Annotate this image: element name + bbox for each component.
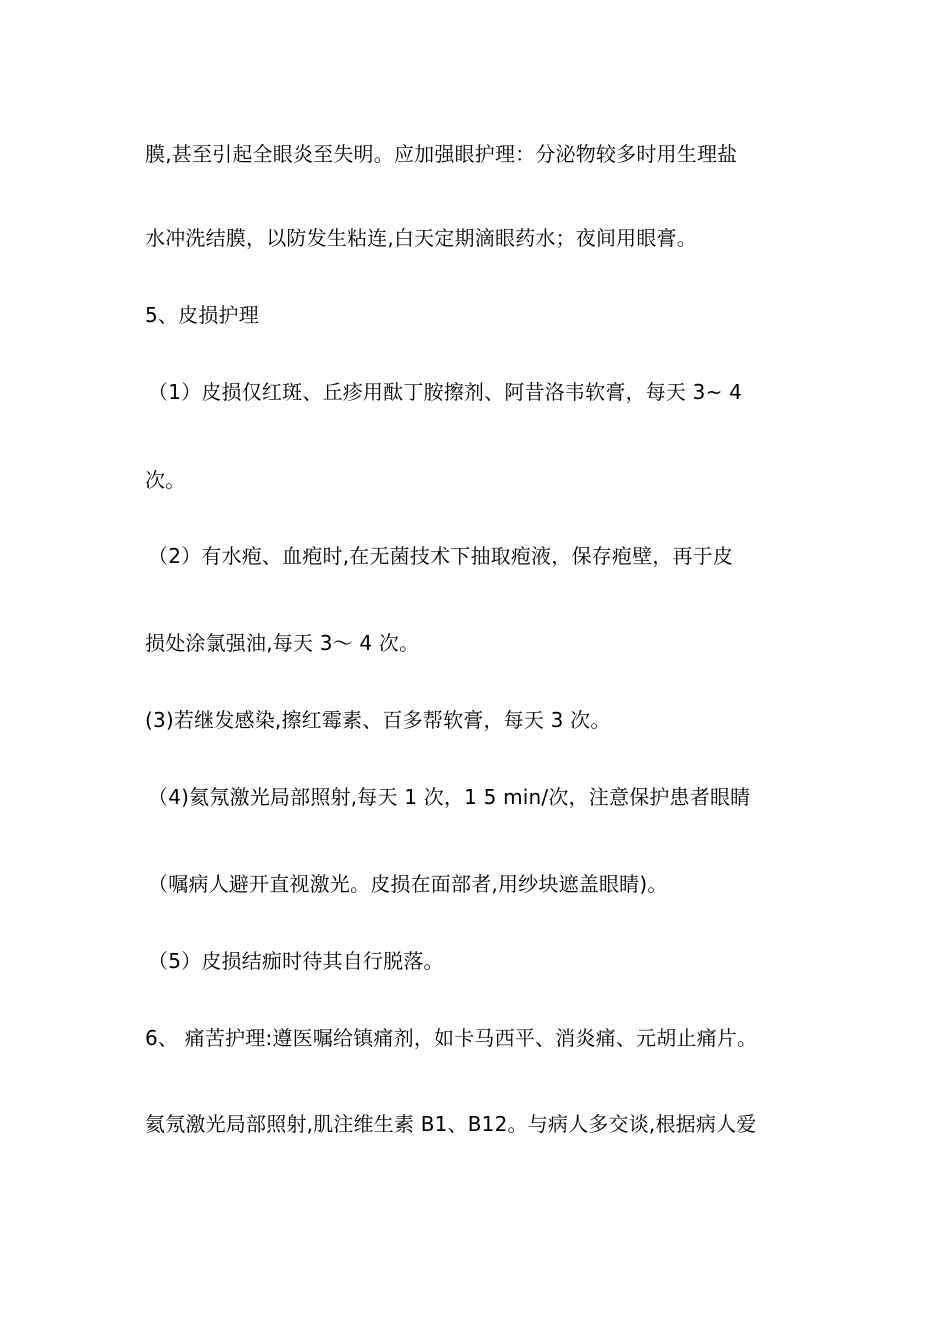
text-line: （1）皮损仅红斑、丘疹用酞丁胺擦剂、阿昔洛韦软膏，每天 3~ 4 [148,380,743,404]
text-line: 膜,甚至引起全眼炎至失明。应加强眼护理：分泌物较多时用生理盐 [145,142,738,166]
text-line: 氦氖激光局部照射,肌注维生素 B1、B12。与病人多交谈,根据病人爱 [145,1112,757,1136]
text-line: 次。 [145,468,186,492]
text-line: （嘱病人避开直视激光。皮损在面部者,用纱块遮盖眼睛)。 [148,872,668,896]
section-heading: 5、皮损护理 [145,303,259,327]
text-line: 水冲洗结膜，以防发生粘连,白天定期滴眼药水；夜间用眼膏。 [145,226,697,250]
text-line: （5）皮损结痂时待其自行脱落。 [148,949,444,973]
text-line: (3)若继发感染,擦红霉素、百多帮软膏，每天 3 次。 [145,708,611,732]
text-line: （4)氦氖激光局部照射,每天 1 次，1 5 min/次，注意保护患者眼睛 [148,785,751,809]
section-heading: 6、 痛苦护理:遵医嘱给镇痛剂，如卡马西平、消炎痛、元胡止痛片。 [145,1026,758,1050]
text-line: 损处涂氯强油,每天 3～ 4 次。 [145,631,420,655]
text-line: （2）有水疱、血疱时,在无菌技术下抽取疱液，保存疱壁，再于皮 [148,544,734,568]
